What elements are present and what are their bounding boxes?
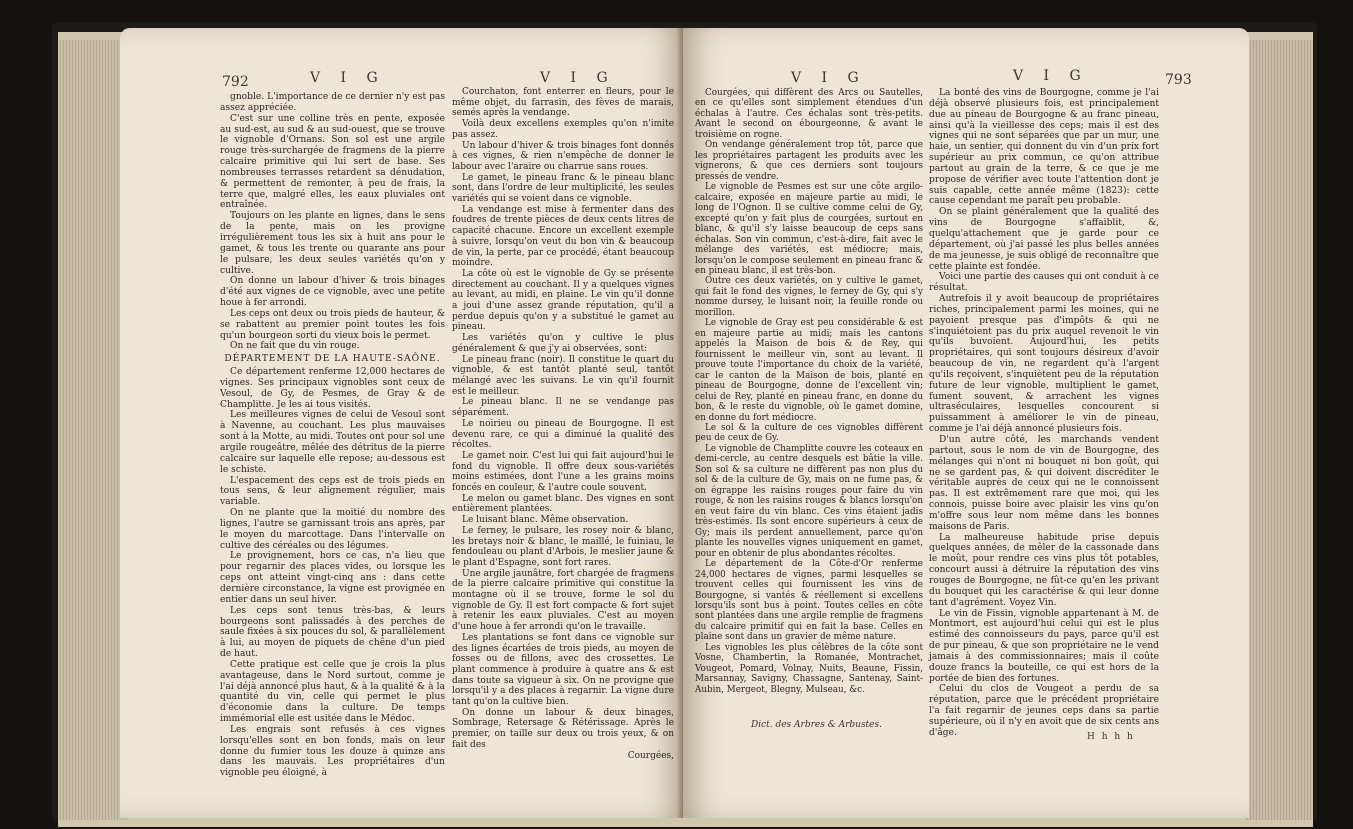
- paragraph: Les variétés qu'on y cultive le plus généralement & que j'y ai observées, sont:: [452, 333, 674, 354]
- catchword: Courgées,: [627, 750, 674, 761]
- right-page-column-1: [695, 88, 923, 695]
- left-page-column-1: [220, 92, 445, 779]
- right-page-column-2: [929, 88, 1159, 739]
- running-head-left-col1: V I G: [310, 70, 386, 86]
- paragraph: La malheureuse habitude prise depuis quelques années, de mêler de la cassonade dans le moût, pour rendre ces vins plus tôt potables, concourt aussi à détruire la réputation des vins rouges de Bourgogne, ne fût-ce qu'en les privant du bouquet qui les caractérise & qui leur donne tant d'agrément. Voyez Vin.: [929, 532, 1159, 608]
- page-footer: Dict. des Arbres & Arbustes.: [751, 720, 882, 730]
- paragraph: On ne fait que du vin rouge.: [230, 341, 360, 352]
- paragraph: Le melon ou gamet blanc. Des vignes en sont entièrement plantées.: [452, 493, 674, 515]
- paragraph: Le provignement, hors ce cas, n'a lieu que pour regarnir des places vides, ou lorsque les ceps ont atteint vingt-cinq ans : dans cette dernière circonstance, la vigne est provignée en entier dans un seul hiver.: [220, 551, 445, 605]
- paragraph: Le pineau blanc. Il ne se vendange pas séparément.: [452, 397, 674, 419]
- paragraph: Le gamet, le pineau franc & le pineau blanc sont, dans l'ordre de leur multiplicité, les seules variétés qui se voient dans ce vignoble.: [452, 172, 674, 205]
- paragraph: Le gamet noir. C'est lui qui fait aujourd'hui le fond du vignoble. Il offre deux sous-variétés moins estimées, dont l'une a les grains moins foncés en couleur, & l'autre coule souvent.: [452, 450, 674, 494]
- paragraph: D'un autre côté, les marchands vendent partout, sous le nom de vin de Bourgogne, des mélanges qui n'ont ni bouquet ni bon goût, qui ne se gardent pas, & qui doivent discréditer le véritable auprès de ceux qui ne le connoissent pas. Il est extrêmement rare que moi, qui les connois, puisse boire avec plaisir les vins qu'on m'offre sous leur nom même dans les bonnes maisons de Paris.: [929, 435, 1159, 532]
- paragraph: Le vignoble de Gray est peu considérable & est en majeure partie au midi; mais les cantons appelés la Maison de bois & de Rey, qui fournissent le meilleur vin, sont au levant. Il prouve toute l'importance du choix de la variété, car le canton de la Maison de bois, planté en pineau de Bourgogne, donne de l'excellent vin; celui de Rey, planté en pineau franc, en donne du bon, & le reste du vignoble, où le gamet domine, en donne du fort médiocre.: [695, 318, 923, 423]
- paragraph: On vendange généralement trop tôt, parce que les propriétaires partagent les produits avec les vignerons, & que ces derniers sont toujours pressés de vendre.: [695, 140, 923, 182]
- paragraph: Le luisant blanc. Même observation.: [462, 515, 629, 526]
- paragraph: gnoble. L'importance de ce dernier n'y est pas assez appréciée.: [220, 92, 445, 113]
- paragraph: La bonté des vins de Bourgogne, comme je l'ai déjà observé plusieurs fois, est principalement due au pineau de Bourgogne & au franc pineau, ainsi qu'à la vieillesse des ceps; mais il est des vignes qui ne sont séparées que par un mur, une haie, un sentier, qui donnent du vin d'un prix fort supérieur au prix commun, ce qu'on attribue partout au grain de la terre, & ce que je me propose de vérifier avec toute l'attention dont je suis capable, cette année même (1823): cette cause cependant me paraît peu probable.: [929, 88, 1159, 207]
- paragraph: Les vignobles les plus célèbres de la côte sont Vosne, Chambertin, la Romanée, Montrachet, Vougeot, Pomard, Volnay, Nuits, Beaune, Fissin, Marsannay, Savigny, Chassagne, Santenay, Saint-Aubin, Mergeot, Blegny, Mulseau, &c.: [695, 642, 923, 695]
- paragraph: Une argile jaunâtre, fort chargée de fragmens de la pierre calcaire primitive qui constitue la montagne où il se trouve, forme le sol du vignoble de Gy. Il est fort compacte & fort sujet à retenir les eaux pluviales. C'est au moyen d'une houe à fer arrondi qu'on le travaille.: [452, 568, 674, 633]
- paragraph: On donne un labour d'hiver & trois binages d'été aux vignes de ce vignoble, avec une petite houe à fer arrondi.: [220, 276, 445, 309]
- paragraph: Ce département renferme 12,000 hectares de vignes. Ses principaux vignobles sont ceux de Vesoul, de Gy, de Pesmes, de Gray & de Champlitte. Je les ai tous visités.: [220, 367, 445, 410]
- paragraph: Le pineau franc (noir). Il constitue le quart du vignoble, & est tantôt planté seul, tantôt mélangé avec les suivans. Le vin qu'il fournit est le meilleur.: [452, 354, 674, 397]
- paragraph: La vendange est mise à fermenter dans des foudres de trente pièces de deux cents litres de capacité chacune. Encore un excellent exemple à suivre, lorsqu'on veut du bon vin & beaucoup de vin, la perte, par ce procédé, étant beaucoup moindre.: [452, 204, 674, 269]
- paragraph: On ne plante que la moitié du nombre des lignes, l'autre se garnissant trois ans après, par le moyen du marcottage. Dans l'intervalle on cultive des céréales ou des légumes.: [220, 508, 445, 551]
- paragraph: Le vin de Fissin, vignoble appartenant à M. de Montmort, est aujourd'hui celui qui est le plus estimé des connoisseurs du pays, parce qu'il est de pur pineau, & que son propriétaire ne le vend jamais à des commissionnaires; mais il coûte douze francs la bouteille, ce qui est hors de la portée de bien des fortunes.: [929, 608, 1159, 684]
- left-page-edges: [58, 40, 128, 820]
- paragraph: Les meilleures vignes de celui de Vesoul sont à Navenne, au couchant. Les plus mauvaises sont à la Motte, au midi. Toutes ont pour sol une argile rougeâtre, mêlée des détritus de la pierre calcaire sur laquelle elle repose; au-dessous est le schiste.: [220, 410, 445, 475]
- paragraph: Celui du clos de Vougeot a perdu de sa réputation, parce que le précédent propriétaire l'a fait regarnir de jeunes ceps dans sa partie supérieure, où il n'y en avoit que de six cents ans d'âge.: [929, 684, 1159, 738]
- paragraph: Le ferney, le pulsare, les rosey noir & blanc, les bretays noir & blanc, le maillé, le fuiniau, le fendouleau ou plant d'Arbois, le meslier jaune & le plant d'Espagne, sont fort rares.: [452, 525, 674, 568]
- paragraph: Les ceps sont tenus très-bas, & leurs bourgeons sont palissadés à des perches de saule fixées à six pouces du sol, & parallèlement à lui, au moyen de piquets de chêne d'un pied de haut.: [220, 605, 445, 660]
- paragraph: Outre ces deux variétés, on y cultive le gamet, qui fait le fond des vignes, le ferney de Gy, qui s'y nomme dursey, le luisant noir, la feuille ronde ou morillon.: [695, 276, 923, 318]
- paragraph: Voilà deux excellens exemples qu'on n'imite pas assez.: [452, 119, 674, 140]
- running-head-right-col2: V I G: [1013, 68, 1089, 84]
- paragraph: Un labour d'hiver & trois binages font donnés à ces vignes, & rien n'empêche de donner le labour avec l'araire ou charrue sans roues.: [452, 140, 674, 172]
- page-number-right: 793: [1165, 72, 1192, 88]
- paragraph: C'est sur une colline très en pente, exposée au sud-est, au sud & au sud-ouest, que se trouve le vignoble d'Ornans. Son sol est une argile rouge très-surchargée de fragmens de la pierre calcaire primitive qui lui sert de base. Ses nombreuses terrasses retardent sa dénudation, & permettent de remonter, à peu de frais, la terre que, malgré elles, les eaux pluviales ont entraînée.: [220, 113, 445, 211]
- paragraph: Les plantations se font dans ce vignoble sur des lignes écartées de trois pieds, au moyen de fosses ou de fillons, avec des crossettes. Le plant commence à produire à quatre ans & est dans toute sa vigueur à six. On ne provigne que lorsqu'il y a des places à regarnir. La vigne dure tant qu'on la cultive bien.: [452, 632, 674, 708]
- paragraph: La côte où est le vignoble de Gy se présente directement au couchant. Il y a quelques vignes au levant, au midi, en plaine. Le vin qu'il donne a joui d'une assez grande réputation, qu'il a perdue depuis qu'on y a substitué le gamet au pineau.: [452, 268, 674, 333]
- paragraph: Cette pratique est celle que je crois la plus avantageuse, dans le Nord surtout, comme je l'ai déjà annoncé plus haut, & à la qualité & à la quantité du vin, celle qui permet le plus d'économie dans la culture. De temps immémorial elle est usitée dans le Médoc.: [220, 659, 445, 725]
- page-number-left: 792: [222, 74, 249, 90]
- paragraph: Autrefois il y avoit beaucoup de propriétaires riches, principalement parmi les moines, qui ne payoient presque pas d'impôts & qui ne s'inquiétoient pas du prix auquel revenoit le vin qu'ils buvoient. Aujourd'hui, les petits propriétaires, qui sont toujours désireux d'avoir beaucoup de vin, ne regardent qu'à l'argent qu'ils reçoivent, s'inquiètent peu de la réputation future de leur vignoble, multiplient le gamet, fument souvent, & arrachent les vignes ultraséculaires, lesquelles concourent si puissamment à améliorer le vin de pineau, comme je l'ai déjà annoncé plusieurs fois.: [929, 294, 1159, 435]
- paragraph: Courgées, qui diffèrent des Arcs ou Sautelles, en ce qu'elles sont simplement étendues d'un échalas à l'autre. Ces échalas sont très-petits. Avant le second on ébourgeonne, & avant le troisième on rogne.: [695, 88, 923, 140]
- paragraph: On donne un labour & deux binages, Sombrage, Retersage & Rétérissage. Après le premier, on taille sur deux ou trois yeux, & on fait des: [452, 707, 674, 750]
- paragraph: Voici une partie des causes qui ont conduit à ce résultat.: [929, 272, 1159, 294]
- paragraph: Le vignoble de Pesmes est sur une côte argilo-calcaire, exposée en majeure partie au midi, le long de l'Ognon. Il se cultive comme celui de Gy, excepté qu'on y fait plus de courgées, surtout en blanc, & qu'il s'y laisse beaucoup de ceps sans échalas. Son vin commun, c'est-à-dire, fait avec le mélange des variétés, est médiocre; mais, lorsqu'on le compose seulement en pineau franc & en pineau blanc, il est très-bon.: [695, 182, 923, 276]
- paragraph: Courchaton, font enterrer en fleurs, pour le même objet, du farrasin, des fèves de marais, semés après la vendange.: [452, 87, 674, 119]
- paragraph: Les engrais sont refusés à ces vignes lorsqu'elles sont en bon fonds, mais on leur donne du fumier tous les douze à quinze ans dans les mauvais. Les propriétaires d'un vignoble peu éloigné, à: [220, 724, 445, 779]
- left-page-column-2: [452, 87, 674, 761]
- paragraph: On se plaint généralement que la qualité des vins de Bourgogne s'affaiblit, &, quelqu'attachement que je garde pour ce département, où j'ai passé les plus belles années de ma jeunesse, je suis obligé de reconnaître que cette plainte est fondée.: [929, 207, 1159, 272]
- paragraph: Les ceps ont deux ou trois pieds de hauteur, & se rabattent au premier point toutes les fois qu'un bourgeon sorti du vieux bois le permet.: [220, 308, 445, 341]
- paragraph: Le département de la Côte-d'Or renferme 24,000 hectares de vignes, parmi lesquelles se trouvent celles qui fournissent les vins de Bourgogne, si vantés & réellement si excellens lorsqu'ils sont bus à point. Toutes celles en côte sont plantées dans une argile remplie de fragmens du calcaire primitif qui en fait la base. Celles en plaine sont dans un gravier de même nature.: [695, 559, 923, 643]
- paragraph: DÉPARTEMENT DE LA HAUTE-SAÔNE.: [224, 354, 441, 365]
- left-page: [120, 28, 683, 818]
- running-head-right-col1: V I G: [791, 70, 867, 86]
- right-page-edges: [1245, 40, 1313, 820]
- signature-mark: H h h h: [1087, 732, 1135, 742]
- running-head-left-col2: V I G: [540, 70, 616, 86]
- paragraph: Le noirieu ou pineau de Bourgogne. Il est devenu rare, ce qui a diminué la qualité des récoltes.: [452, 418, 674, 451]
- paragraph: Le vignoble de Champlitte couvre les coteaux en demi-cercle, au centre desquels est bâtie la ville. Son sol & sa culture ne diffèrent pas non plus du sol & de la culture de Gy, mais on ne fume pas, & on égrappe les raisins rouges pour faire du vin rouge, & non les raisins rouges & blancs lorsqu'on en veut faire du vin blanc. Ces vins étaient jadis très-estimés. Ils sont encore supérieurs à ceux de Gy; mais ils perdent annuellement, parce qu'on plante les nouvelles vignes uniquement en gamet, pour en obtenir de plus abondantes récoltes.: [695, 443, 923, 559]
- paragraph: L'espacement des ceps est de trois pieds en tous sens, & leur alignement régulier, mais variable.: [220, 475, 445, 508]
- paragraph: Le sol & la culture de ces vignobles diffèrent peu de ceux de Gy.: [695, 423, 923, 444]
- paragraph: Toujours on les plante en lignes, dans le sens de la pente, mais on les provigne irrégulièrement tous les six à huit ans pour le gamet, & tous les trente ou quarante ans pour le pulsare, les deux seules variétés qu'on y cultive.: [220, 211, 445, 276]
- right-page: [683, 28, 1249, 818]
